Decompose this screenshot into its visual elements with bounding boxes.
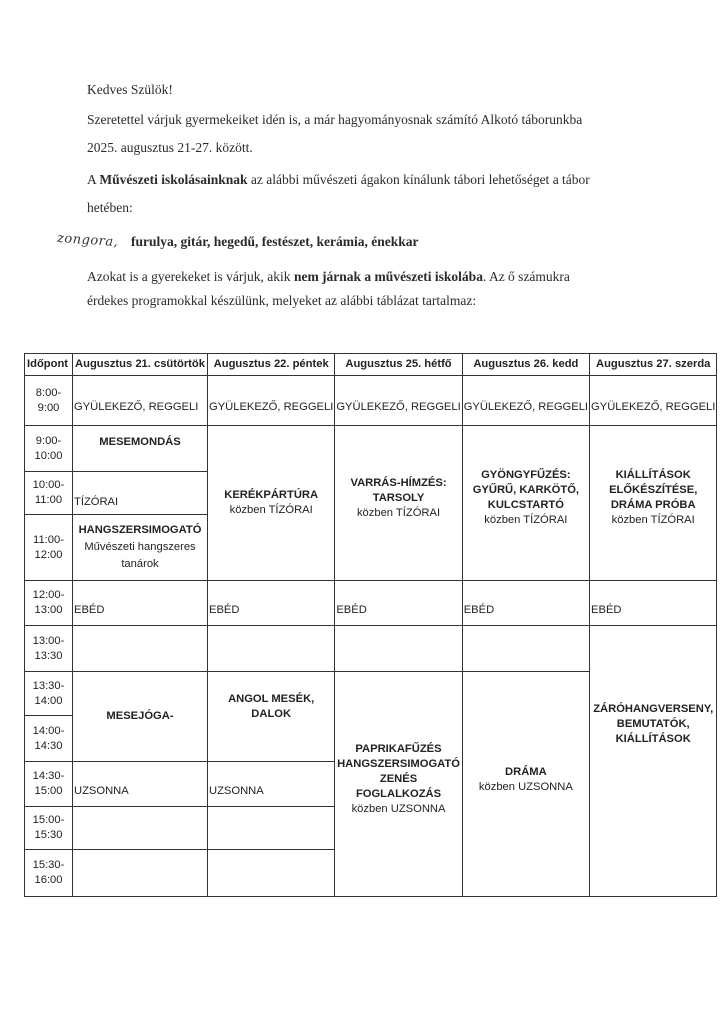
greeting: Kedves Szülök!	[87, 82, 173, 97]
time-start: 15:30-	[32, 859, 65, 871]
subjects-list: furulya, gitár, hegedű, festészet, kerámia, énekkar	[131, 234, 419, 249]
non-student-line-pre: Azokat is a gyerekeket is várjuk, akik	[87, 269, 294, 284]
header-row	[25, 354, 717, 376]
craft-sub: közben UZSONNA	[351, 802, 446, 815]
cycling-cell	[208, 426, 335, 581]
embroidery-title: VARRÁS-HÍMZÉS: TARSOLY	[350, 476, 447, 504]
cycling-sub: közben TÍZÓRAI	[229, 504, 313, 516]
breakfast-cell: GYÜLEKEZŐ, REGGELI	[590, 376, 717, 426]
embroidery-cell	[335, 426, 462, 581]
empty-cell	[73, 626, 208, 672]
time-end: 16:00	[34, 874, 63, 886]
time-end: 12:00	[34, 548, 63, 561]
exhibition-prep-cell	[590, 426, 717, 581]
afternoon-snack-cell: UZSONNA	[208, 762, 335, 807]
craft-line-1: PAPRIKAFŰZÉS	[355, 742, 442, 755]
intro-line-1: Szeretettel várjuk gyermekeiket idén is, a már hagyományosnak számító Alkotó táborunkba	[87, 112, 583, 127]
time-cell	[25, 376, 73, 426]
craft-line-2: HANGSZERSIMOGATÓ	[337, 757, 460, 770]
afternoon-snack-cell: UZSONNA	[73, 762, 208, 807]
beading-cell	[462, 426, 589, 581]
time-start: 13:00-	[32, 634, 65, 647]
drama-title: DRÁMA	[505, 766, 547, 778]
time-start: 13:30-	[32, 679, 65, 692]
empty-cell	[208, 807, 335, 850]
non-student-line-post: . Az ő számukra	[482, 269, 570, 284]
beading-sub: közben TÍZÓRAI	[484, 514, 568, 526]
time-start: 9:00-	[35, 434, 62, 447]
table-row	[25, 581, 717, 626]
art-school-line	[87, 171, 590, 189]
time-cell	[25, 581, 73, 626]
instrument-title: HANGSZERSIMOGATÓ	[78, 524, 202, 536]
instrument-sub: Művészeti hangszeres tanárok	[84, 541, 196, 570]
header-day: Augusztus 21. csütörtök	[73, 354, 208, 376]
non-student-emphasis: nem járnak a művészeti iskolába	[293, 269, 483, 284]
header-time: Időpont	[25, 354, 73, 376]
empty-cell	[335, 626, 462, 672]
lunch-cell: EBÉD	[590, 581, 717, 626]
time-start: 10:00-	[32, 479, 65, 491]
time-start: 14:00-	[32, 724, 65, 737]
lunch-cell: EBÉD	[73, 581, 208, 626]
lunch-cell: EBÉD	[335, 581, 462, 626]
time-start: 12:00-	[32, 589, 65, 601]
craft-line-3: ZENÉS FOGLALKOZÁS	[355, 772, 442, 800]
time-start: 15:00-	[32, 814, 65, 826]
story-yoga-cell: MESEJÓGA-	[73, 672, 208, 762]
time-cell	[25, 807, 73, 850]
time-cell	[25, 672, 73, 716]
craft-music-cell	[335, 672, 462, 897]
time-end: 15:30	[34, 829, 63, 841]
handwritten-addition: zongora,	[56, 230, 119, 251]
time-end: 14:30	[34, 739, 63, 752]
time-end: 15:00	[34, 785, 63, 797]
time-end: 11:00	[34, 494, 63, 506]
header-day: Augusztus 27. szerda	[590, 354, 717, 376]
time-start: 11:00-	[33, 533, 64, 546]
time-start: 14:30-	[32, 770, 65, 782]
exhibition-prep-title: KIÁLLÍTÁSOK ELŐKÉSZÍTÉSE, DRÁMA PRÓBA	[609, 469, 698, 511]
empty-cell	[462, 626, 589, 672]
art-school-line-post: az alábbi művészeti ágakon kínálunk tábori lehetőséget a tábor	[247, 172, 590, 187]
empty-cell	[208, 626, 335, 672]
beading-title: GYÖNGYFŰZÉS: GYŰRŰ, KARKÖTŐ, KULCSTARTÓ	[472, 469, 579, 511]
table-row	[25, 626, 717, 672]
header-day: Augusztus 25. hétfő	[335, 354, 462, 376]
time-cell	[25, 762, 73, 807]
time-cell	[25, 472, 73, 515]
time-start: 8:00-	[35, 386, 62, 399]
table-row	[25, 376, 717, 426]
time-end: 10:00	[34, 449, 63, 462]
time-cell	[25, 426, 73, 472]
time-end: 14:00	[34, 694, 63, 707]
art-school-line-2: hetében:	[87, 200, 133, 215]
art-school-emphasis: Művészeti iskolásainknak	[99, 172, 248, 187]
table-row	[25, 426, 717, 472]
lunch-cell: EBÉD	[462, 581, 589, 626]
storytelling-cell: MESEMONDÁS	[73, 426, 208, 472]
time-cell	[25, 716, 73, 762]
instrument-cell	[73, 515, 208, 581]
final-concert-cell: ZÁRÓHANGVERSENY, BEMUTATÓK, KIÁLLÍTÁSOK	[590, 626, 717, 897]
time-cell	[25, 850, 73, 897]
time-end: 13:30	[34, 649, 63, 662]
time-end: 13:00	[34, 604, 63, 616]
table-intro-line: érdekes programokkal készülünk, melyeket az alábbi táblázat tartalmaz:	[87, 293, 477, 308]
empty-cell	[208, 850, 335, 897]
lunch-cell: EBÉD	[208, 581, 335, 626]
embroidery-sub: közben TÍZÓRAI	[356, 506, 441, 519]
breakfast-cell: GYÜLEKEZŐ, REGGELI	[73, 376, 208, 426]
header-day: Augusztus 22. péntek	[208, 354, 335, 376]
empty-cell	[73, 807, 208, 850]
drama-cell	[462, 672, 589, 897]
non-student-line	[87, 268, 570, 286]
exhibition-prep-sub: közben TÍZÓRAI	[611, 514, 695, 526]
intro-line-2: 2025. augusztus 21-27. között.	[87, 140, 253, 155]
breakfast-cell: GYÜLEKEZŐ, REGGELI	[208, 376, 335, 426]
time-cell	[25, 626, 73, 672]
time-cell	[25, 515, 73, 581]
header-day: Augusztus 26. kedd	[462, 354, 589, 376]
cycling-title: KERÉKPÁRTÚRA	[224, 489, 319, 501]
schedule-table	[24, 353, 717, 897]
breakfast-cell: GYÜLEKEZŐ, REGGELI	[335, 376, 462, 426]
snack-cell: TÍZÓRAI	[73, 472, 208, 515]
time-end: 9:00	[37, 401, 60, 414]
art-school-line-pre: A	[87, 172, 100, 187]
empty-cell	[73, 850, 208, 897]
breakfast-cell: GYÜLEKEZŐ, REGGELI	[462, 376, 589, 426]
english-tales-cell: ANGOL MESÉK, DALOK	[208, 672, 335, 762]
drama-sub: közben UZSONNA	[478, 781, 573, 793]
